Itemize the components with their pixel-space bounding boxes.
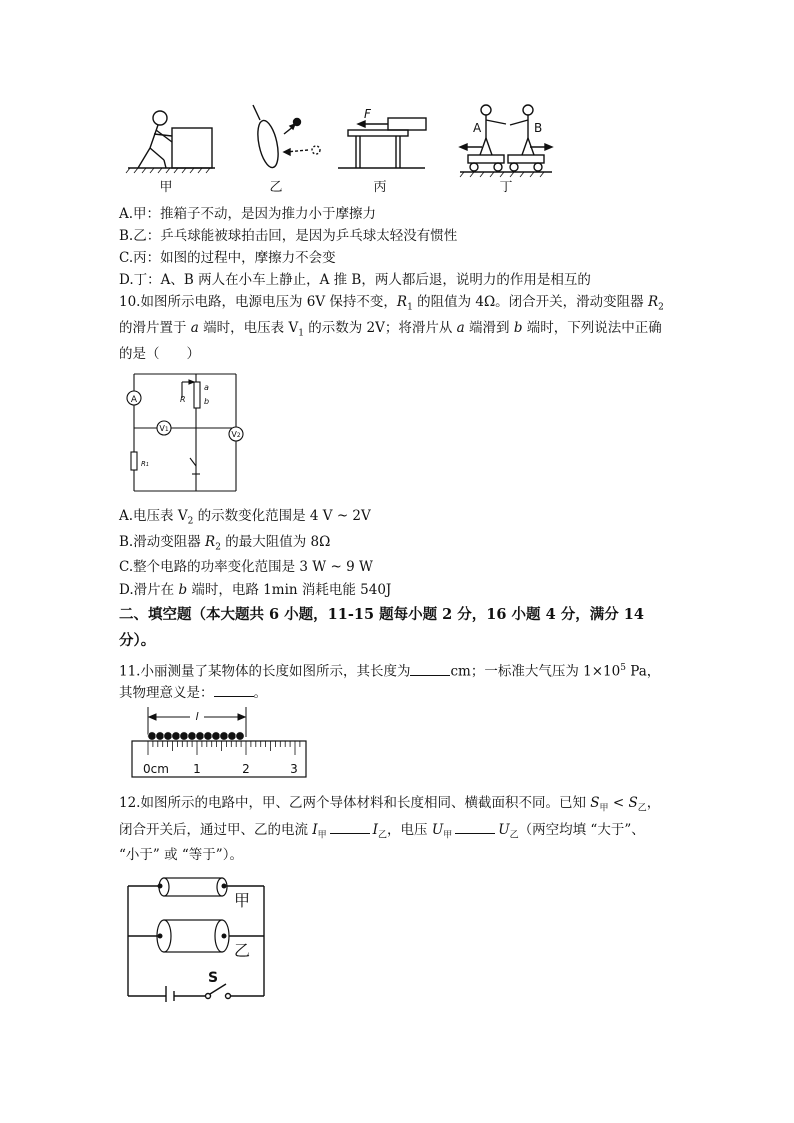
q9-option-d: D.丁：A、B 两人在小车上静止，A 推 B，两人都后退，说明力的作用是相互的 xyxy=(119,272,591,288)
q12-comma: ， xyxy=(646,795,661,811)
q12-line2-text-2: ，电压 xyxy=(387,822,432,838)
q12-line2-text-3: （两空均填 “大于”、 xyxy=(518,822,645,838)
ammeter-label: A xyxy=(130,395,138,405)
q9-figures xyxy=(120,100,560,200)
q10-option-d-text: D.滑片在 xyxy=(119,582,179,598)
q10-line2-text-2: 端时，电压表 V xyxy=(198,320,299,336)
voltmeter-v1-label: V1 xyxy=(159,424,169,433)
q9-option-b: B.乙：乒乓球能被球拍击回，是因为乒乓球太轻没有惯性 xyxy=(119,228,458,244)
q11-line2-end: 。 xyxy=(253,685,267,701)
figure-yi-paddle xyxy=(253,105,320,169)
section-2-heading: 二、填空题（本大题共 6 小题，11-15 题每小题 2 分，16 小题 4 分，满分 14 xyxy=(119,606,644,623)
q10-option-a-sub: 2 xyxy=(187,516,194,527)
q12-line3: “小于” 或 “等于”）。 xyxy=(119,847,243,863)
figure-ding-carts xyxy=(460,105,552,177)
q12-blank-voltage[interactable] xyxy=(455,819,495,834)
conductor-yi-cylinder xyxy=(157,920,229,952)
q10-b: b xyxy=(513,320,523,336)
q12-lt: < xyxy=(608,795,629,811)
q11-line2-text: 其物理意义是： xyxy=(119,685,214,701)
label-jia: 甲 xyxy=(159,180,173,195)
ruler-tick-2: 2 xyxy=(242,762,250,776)
q10-circuit xyxy=(124,370,248,496)
rheostat-b-label: b xyxy=(204,397,210,406)
q11-blank-meaning[interactable] xyxy=(214,682,254,697)
q10-line2-text-5: 端时，下列说法中正确 xyxy=(522,320,662,336)
q10-stem-text: 10.如图所示电路，电源电压为 6V 保持不变， xyxy=(119,294,397,310)
q10-option-b-text: B.滑动变阻器 xyxy=(119,534,206,550)
q10-r1: R xyxy=(396,294,408,310)
q10-option-a xyxy=(119,506,371,532)
ruler-tick-1: 1 xyxy=(193,762,201,776)
q10-option-d-text-2: 端时，电路 1min 消耗电能 540J xyxy=(187,582,392,598)
q12-sub-jia: 甲 xyxy=(599,803,609,814)
voltmeter-v2-label: V2 xyxy=(231,430,241,439)
battery-symbol xyxy=(166,986,174,1002)
resistor-r1-label: R1 xyxy=(141,460,150,468)
conductor-jia-label: 甲 xyxy=(234,891,251,910)
q9-option-a: A.甲：推箱子不动，是因为推力小于摩擦力 xyxy=(119,206,377,222)
rheostat-a-label: a xyxy=(204,383,209,392)
person-b-label: B xyxy=(534,121,543,135)
switch-label: S xyxy=(208,970,219,986)
q10-option-d xyxy=(119,580,391,600)
q11-ruler-figure xyxy=(128,703,312,781)
label-yi: 乙 xyxy=(269,180,283,195)
q12-circuit xyxy=(122,870,272,1002)
q10-r2-sub: 2 xyxy=(658,302,664,313)
q12-i-sub-jia: 甲 xyxy=(317,830,327,841)
q10-line2-text: 的滑片置于 xyxy=(119,320,191,336)
q10-option-b-text-2: 的最大阻值为 8Ω xyxy=(220,534,331,550)
q10-option-d-b: b xyxy=(178,582,188,598)
switch-s-symbol xyxy=(206,984,231,999)
label-bing: 丙 xyxy=(373,180,387,195)
q10-stem-line3: 的是（ ） xyxy=(119,346,200,362)
q10-option-b-r: R xyxy=(205,534,216,550)
conductor-jia-cylinder xyxy=(159,878,227,896)
q10-a: a xyxy=(190,320,199,336)
q11-line2 xyxy=(119,682,267,703)
q10-stem-text-2: 的阻值为 4Ω。闭合开关，滑动变阻器 xyxy=(412,294,648,310)
q9-option-c: C.丙：如图的过程中，摩擦力不会变 xyxy=(119,250,336,266)
q12-i-sub-yi: 乙 xyxy=(378,830,388,841)
q10-a-2: a xyxy=(456,320,465,336)
q10-option-b-sub: 2 xyxy=(215,542,221,553)
q10-line2-text-3: 的示数为 2V；将滑片从 xyxy=(303,320,457,336)
q12-blank-current[interactable] xyxy=(330,819,370,834)
q10-option-b xyxy=(119,532,330,558)
q10-option-a-text-2: 的示数变化范围是 4 V ~ 2V xyxy=(193,508,371,524)
q12-u-sub-yi: 乙 xyxy=(509,830,519,841)
ruler-tick-0cm: 0cm xyxy=(143,762,169,776)
figure-jia-push-box xyxy=(126,111,215,173)
label-ding: 丁 xyxy=(499,180,513,195)
q10-line2-text-4: 端滑到 xyxy=(464,320,514,336)
q12-sub-yi: 乙 xyxy=(637,803,647,814)
rheostat-r2-label: R xyxy=(180,395,186,404)
measured-object-beads xyxy=(148,732,244,740)
q10-option-a-text: A.电压表 V xyxy=(119,508,188,524)
q12-line2-text: 闭合开关后，通过甲、乙的电流 xyxy=(119,822,313,838)
q10-stem-line1 xyxy=(119,292,664,318)
q12-u-yi: U xyxy=(498,822,510,838)
q10-stem-line2 xyxy=(119,318,662,344)
resistor-r1-symbol xyxy=(131,452,137,470)
q12-s-2: S xyxy=(628,795,638,811)
q12-i-jia: I xyxy=(312,822,318,838)
q10-r1-sub: 1 xyxy=(407,302,413,313)
q12-text: 12.如图所示的电路中，甲、乙两个导体材料和长度相同、横截面积不同。已知 xyxy=(119,795,591,811)
q12-u-sub-jia: 甲 xyxy=(443,830,453,841)
q11-text: 11.小丽测量了某物体的长度如图所示，其长度为 xyxy=(119,663,411,680)
figure-bing-table xyxy=(338,118,426,168)
q11-line1 xyxy=(119,658,660,682)
q12-line1 xyxy=(119,793,660,819)
q12-line2 xyxy=(119,819,645,846)
ruler-tick-3: 3 xyxy=(290,762,298,776)
q10-option-c: C.整个电路的功率变化范围是 3 W ~ 9 W xyxy=(119,559,373,575)
q10-r2: R xyxy=(647,294,659,310)
conductor-yi-label: 乙 xyxy=(234,941,251,960)
q12-s: S xyxy=(590,795,600,811)
section-2-heading-cont: 分）。 xyxy=(119,632,156,649)
q11-exp: 5 xyxy=(620,663,626,673)
ruler-length-label: l xyxy=(195,710,199,723)
q12-u-jia: U xyxy=(431,822,444,838)
ruler-ticks xyxy=(148,741,300,755)
force-label-f: F xyxy=(364,107,371,121)
q12-i-yi: I xyxy=(372,822,378,838)
q11-blank-length[interactable] xyxy=(410,661,450,676)
q10-v1-sub: 1 xyxy=(298,328,304,339)
person-a-label: A xyxy=(473,121,482,135)
q11-text-2: cm；一标准大气压为 1×10 xyxy=(450,663,621,680)
q11-text-3: Pa， xyxy=(625,663,661,680)
